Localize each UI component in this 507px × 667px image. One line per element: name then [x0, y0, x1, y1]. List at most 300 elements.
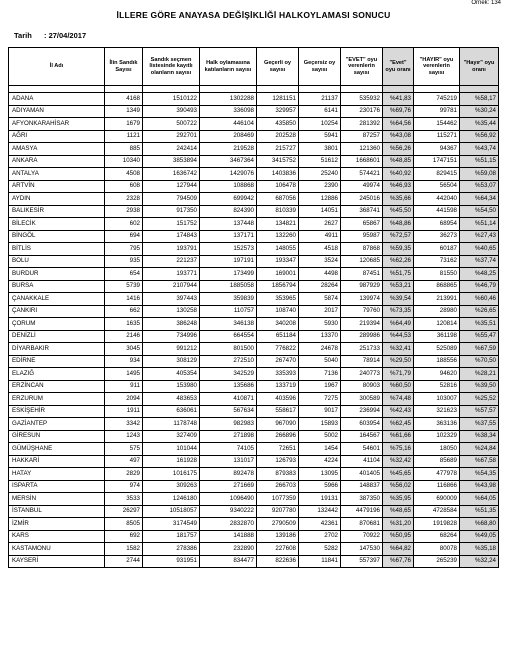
valid-votes-cell: 879383: [257, 468, 299, 481]
ballot-box-count-cell: 1911: [105, 405, 143, 418]
yes-rate-cell: %35,66: [383, 193, 414, 206]
ballot-box-count-cell: 2328: [105, 193, 143, 206]
province-name-cell: AMASYA: [9, 143, 105, 156]
no-votes-cell: 102329: [414, 430, 460, 443]
table-row: [9, 193, 499, 206]
yes-rate-cell: %56,02: [383, 480, 414, 493]
no-votes-cell: 116866: [414, 480, 460, 493]
participants-cell: 699942: [200, 193, 257, 206]
table-row: [9, 380, 499, 393]
registered-voters-cell: 161928: [143, 455, 200, 468]
table-row: [9, 330, 499, 343]
province-name-cell: HATAY: [9, 468, 105, 481]
yes-votes-cell: 147530: [341, 543, 383, 556]
registered-voters-cell: 636061: [143, 405, 200, 418]
valid-votes-cell: 266896: [257, 430, 299, 443]
registered-voters-cell: 794509: [143, 193, 200, 206]
valid-votes-cell: 215727: [257, 143, 299, 156]
no-votes-cell: 154462: [414, 118, 460, 131]
province-name-cell: HAKKARİ: [9, 455, 105, 468]
registered-voters-cell: 386248: [143, 318, 200, 331]
yes-votes-cell: 41104: [341, 455, 383, 468]
ballot-box-count-cell: 2744: [105, 555, 143, 568]
valid-votes-cell: 403596: [257, 393, 299, 406]
province-name-cell: DENİZLİ: [9, 330, 105, 343]
no-votes-cell: 1919828: [414, 518, 460, 531]
yes-votes-cell: 4479196: [341, 505, 383, 518]
yes-votes-cell: 557397: [341, 555, 383, 568]
invalid-votes-cell: 24678: [299, 343, 341, 356]
no-votes-cell: 1747151: [414, 155, 460, 168]
no-rate-cell: %43,98: [460, 480, 499, 493]
yes-votes-cell: 281392: [341, 118, 383, 131]
yes-rate-cell: %43,08: [383, 130, 414, 143]
province-name-cell: ANKARA: [9, 155, 105, 168]
yes-votes-cell: 120685: [341, 255, 383, 268]
ballot-box-count-cell: 692: [105, 530, 143, 543]
ballot-box-count-cell: 3045: [105, 343, 143, 356]
ballot-box-count-cell: 5739: [105, 280, 143, 293]
participants-cell: 982983: [200, 418, 257, 431]
ballot-box-count-cell: 2829: [105, 468, 143, 481]
no-votes-cell: 94620: [414, 368, 460, 381]
participants-cell: 131017: [200, 455, 257, 468]
valid-votes-cell: 72651: [257, 443, 299, 456]
valid-votes-cell: 1281151: [257, 93, 299, 106]
invalid-votes-cell: 5930: [299, 318, 341, 331]
yes-rate-cell: %56,26: [383, 143, 414, 156]
yes-votes-cell: 49974: [341, 180, 383, 193]
yes-rate-cell: %32,41: [383, 343, 414, 356]
ballot-box-count-cell: 795: [105, 243, 143, 256]
corner-note: Örnek: 134: [471, 0, 501, 6]
ballot-box-count-cell: 2094: [105, 393, 143, 406]
no-rate-cell: %67,58: [460, 455, 499, 468]
participants-cell: 197191: [200, 255, 257, 268]
participants-cell: 173499: [200, 268, 257, 281]
no-votes-cell: 68264: [414, 530, 460, 543]
table-row: [9, 393, 499, 406]
yes-votes-cell: 78914: [341, 355, 383, 368]
invalid-votes-cell: 3801: [299, 143, 341, 156]
yes-rate-cell: %60,50: [383, 380, 414, 393]
no-rate-cell: %43,74: [460, 143, 499, 156]
no-rate-cell: %54,50: [460, 205, 499, 218]
table-row: [9, 480, 499, 493]
registered-voters-cell: 193771: [143, 268, 200, 281]
yes-votes-cell: 87257: [341, 130, 383, 143]
table-row: [9, 105, 499, 118]
province-name-cell: ISPARTA: [9, 480, 105, 493]
participants-cell: 1096490: [200, 493, 257, 506]
registered-voters-cell: 1246180: [143, 493, 200, 506]
ballot-box-count-cell: 1635: [105, 318, 143, 331]
no-votes-cell: 73162: [414, 255, 460, 268]
participants-cell: 137171: [200, 230, 257, 243]
invalid-votes-cell: 12886: [299, 193, 341, 206]
ballot-box-count-cell: 4168: [105, 93, 143, 106]
yes-rate-cell: %72,57: [383, 230, 414, 243]
invalid-votes-cell: 13370: [299, 330, 341, 343]
ballot-box-count-cell: 1679: [105, 118, 143, 131]
no-votes-cell: 690009: [414, 493, 460, 506]
table-row: [9, 518, 499, 531]
no-votes-cell: 525089: [414, 343, 460, 356]
yes-votes-cell: 70922: [341, 530, 383, 543]
ballot-box-count-cell: 885: [105, 143, 143, 156]
yes-votes-cell: 300589: [341, 393, 383, 406]
province-name-cell: EDİRNE: [9, 355, 105, 368]
registered-voters-cell: 193791: [143, 243, 200, 256]
invalid-votes-cell: 21137: [299, 93, 341, 106]
yes-rate-cell: %48,86: [383, 218, 414, 231]
registered-voters-cell: 1510122: [143, 93, 200, 106]
no-rate-cell: %49,05: [460, 530, 499, 543]
yes-rate-cell: %61,66: [383, 430, 414, 443]
ballot-box-count-cell: 608: [105, 180, 143, 193]
province-name-cell: DİYARBAKIR: [9, 343, 105, 356]
valid-votes-cell: 1077359: [257, 493, 299, 506]
valid-votes-cell: 687056: [257, 193, 299, 206]
yes-votes-cell: 230176: [341, 105, 383, 118]
no-rate-cell: %64,05: [460, 493, 499, 506]
ballot-box-count-cell: 2938: [105, 205, 143, 218]
yes-rate-cell: %42,43: [383, 405, 414, 418]
province-name-cell: MERSİN: [9, 493, 105, 506]
province-name-cell: BİTLİS: [9, 243, 105, 256]
table-row: [9, 168, 499, 181]
yes-votes-cell: 87451: [341, 268, 383, 281]
no-rate-cell: %39,50: [460, 380, 499, 393]
valid-votes-cell: 335393: [257, 368, 299, 381]
province-name-cell: GÜMÜŞHANE: [9, 443, 105, 456]
invalid-votes-cell: 7136: [299, 368, 341, 381]
yes-votes-cell: 148837: [341, 480, 383, 493]
registered-voters-cell: 500722: [143, 118, 200, 131]
valid-votes-cell: 267470: [257, 355, 299, 368]
valid-votes-cell: 106478: [257, 180, 299, 193]
yes-rate-cell: %44,53: [383, 330, 414, 343]
no-votes-cell: 477978: [414, 468, 460, 481]
no-votes-cell: 265239: [414, 555, 460, 568]
yes-votes-cell: 240773: [341, 368, 383, 381]
no-votes-cell: 94367: [414, 143, 460, 156]
province-name-cell: BİLECİK: [9, 218, 105, 231]
participants-cell: 271898: [200, 430, 257, 443]
ballot-box-count-cell: 935: [105, 255, 143, 268]
no-votes-cell: 188556: [414, 355, 460, 368]
table-row: [9, 218, 499, 231]
col-header-participants: Halk oylamasına katılanların sayısı: [200, 48, 257, 86]
invalid-votes-cell: 4518: [299, 243, 341, 256]
yes-votes-cell: 219394: [341, 318, 383, 331]
invalid-votes-cell: 6141: [299, 105, 341, 118]
participants-cell: 3467364: [200, 155, 257, 168]
province-name-cell: ELAZIĞ: [9, 368, 105, 381]
participants-cell: 232890: [200, 543, 257, 556]
no-rate-cell: %25,52: [460, 393, 499, 406]
yes-rate-cell: %45,65: [383, 468, 414, 481]
yes-votes-cell: 251733: [341, 343, 383, 356]
table-row: [9, 543, 499, 556]
registered-voters-cell: 390493: [143, 105, 200, 118]
table-row: [9, 355, 499, 368]
valid-votes-cell: 9207780: [257, 505, 299, 518]
yes-votes-cell: 603954: [341, 418, 383, 431]
yes-rate-cell: %64,82: [383, 543, 414, 556]
yes-rate-cell: %53,21: [383, 280, 414, 293]
col-header-province: İl Adı: [9, 48, 105, 86]
participants-cell: 135686: [200, 380, 257, 393]
yes-votes-cell: 54601: [341, 443, 383, 456]
col-header-yes-rate: "Evet" oyu oranı: [383, 48, 414, 86]
ballot-box-count-cell: 3533: [105, 493, 143, 506]
registered-voters-cell: 483653: [143, 393, 200, 406]
date-line: [14, 31, 86, 40]
valid-votes-cell: 108740: [257, 305, 299, 318]
date-value: : 27/04/2017: [44, 31, 87, 40]
no-rate-cell: %59,08: [460, 168, 499, 181]
valid-votes-cell: 2790509: [257, 518, 299, 531]
yes-votes-cell: 236994: [341, 405, 383, 418]
table-row: [9, 293, 499, 306]
ballot-box-count-cell: 654: [105, 268, 143, 281]
invalid-votes-cell: 4498: [299, 268, 341, 281]
registered-voters-cell: 221237: [143, 255, 200, 268]
registered-voters-cell: 1178748: [143, 418, 200, 431]
table-row: [9, 118, 499, 131]
table-row: [9, 530, 499, 543]
invalid-votes-cell: 1967: [299, 380, 341, 393]
participants-cell: 567634: [200, 405, 257, 418]
yes-rate-cell: %62,45: [383, 418, 414, 431]
valid-votes-cell: 134821: [257, 218, 299, 231]
no-rate-cell: %37,55: [460, 418, 499, 431]
no-votes-cell: 28980: [414, 305, 460, 318]
registered-voters-cell: 242414: [143, 143, 200, 156]
no-rate-cell: %28,21: [460, 368, 499, 381]
province-name-cell: KASTAMONU: [9, 543, 105, 556]
valid-votes-cell: 651184: [257, 330, 299, 343]
table-row: [9, 143, 499, 156]
invalid-votes-cell: 25240: [299, 168, 341, 181]
registered-voters-cell: 397443: [143, 293, 200, 306]
invalid-votes-cell: 5040: [299, 355, 341, 368]
province-name-cell: AĞRI: [9, 130, 105, 143]
participants-cell: 208469: [200, 130, 257, 143]
registered-voters-cell: 327409: [143, 430, 200, 443]
invalid-votes-cell: 1454: [299, 443, 341, 456]
province-name-cell: AYDIN: [9, 193, 105, 206]
participants-cell: 342529: [200, 368, 257, 381]
valid-votes-cell: 329957: [257, 105, 299, 118]
valid-votes-cell: 810339: [257, 205, 299, 218]
yes-rate-cell: %35,95: [383, 493, 414, 506]
ballot-box-count-cell: 911: [105, 380, 143, 393]
valid-votes-cell: 353965: [257, 293, 299, 306]
table-row: [9, 243, 499, 256]
participants-cell: 1885058: [200, 280, 257, 293]
yes-rate-cell: %50,95: [383, 530, 414, 543]
invalid-votes-cell: 10254: [299, 118, 341, 131]
invalid-votes-cell: 28264: [299, 280, 341, 293]
col-header-ballot-box-count: İlin Sandık Sayısı: [105, 48, 143, 86]
province-name-cell: GAZİANTEP: [9, 418, 105, 431]
valid-votes-cell: 139186: [257, 530, 299, 543]
valid-votes-cell: 340208: [257, 318, 299, 331]
registered-voters-cell: 151752: [143, 218, 200, 231]
province-name-cell: İSTANBUL: [9, 505, 105, 518]
valid-votes-cell: 266703: [257, 480, 299, 493]
valid-votes-cell: 3415752: [257, 155, 299, 168]
spacer-row: [9, 86, 499, 93]
ballot-box-count-cell: 10340: [105, 155, 143, 168]
no-votes-cell: 81550: [414, 268, 460, 281]
registered-voters-cell: 3853894: [143, 155, 200, 168]
registered-voters-cell: 1016175: [143, 468, 200, 481]
province-name-cell: ADIYAMAN: [9, 105, 105, 118]
valid-votes-cell: 132260: [257, 230, 299, 243]
table-row: [9, 468, 499, 481]
invalid-votes-cell: 3524: [299, 255, 341, 268]
province-name-cell: BİNGÖL: [9, 230, 105, 243]
col-header-valid-votes: Geçerli oy sayısı: [257, 48, 299, 86]
participants-cell: 892478: [200, 468, 257, 481]
invalid-votes-cell: 13095: [299, 468, 341, 481]
yes-votes-cell: 79760: [341, 305, 383, 318]
table-row: [9, 443, 499, 456]
participants-cell: 108868: [200, 180, 257, 193]
no-votes-cell: 321623: [414, 405, 460, 418]
registered-voters-cell: 1636742: [143, 168, 200, 181]
participants-cell: 664554: [200, 330, 257, 343]
no-rate-cell: %68,80: [460, 518, 499, 531]
valid-votes-cell: 776822: [257, 343, 299, 356]
yes-votes-cell: 139974: [341, 293, 383, 306]
col-header-registered-voters: Sandık seçmen listesinde kayıtlı olanların sayısı: [143, 48, 200, 86]
yes-rate-cell: %73,35: [383, 305, 414, 318]
date-label: Tarih: [14, 31, 32, 40]
table-row: [9, 368, 499, 381]
ballot-box-count-cell: 2146: [105, 330, 143, 343]
no-rate-cell: %64,34: [460, 193, 499, 206]
no-rate-cell: %26,65: [460, 305, 499, 318]
ballot-box-count-cell: 1243: [105, 430, 143, 443]
table-row: [9, 280, 499, 293]
no-rate-cell: %54,35: [460, 468, 499, 481]
ballot-box-count-cell: 4508: [105, 168, 143, 181]
table-row: [9, 430, 499, 443]
participants-cell: 74105: [200, 443, 257, 456]
registered-voters-cell: 309263: [143, 480, 200, 493]
ballot-box-count-cell: 3342: [105, 418, 143, 431]
province-name-cell: BOLU: [9, 255, 105, 268]
ballot-box-count-cell: 1416: [105, 293, 143, 306]
valid-votes-cell: 193347: [257, 255, 299, 268]
yes-rate-cell: %74,48: [383, 393, 414, 406]
no-rate-cell: %40,65: [460, 243, 499, 256]
no-votes-cell: 68954: [414, 218, 460, 231]
registered-voters-cell: 2107944: [143, 280, 200, 293]
yes-rate-cell: %71,79: [383, 368, 414, 381]
ballot-box-count-cell: 662: [105, 305, 143, 318]
participants-cell: 801500: [200, 343, 257, 356]
col-header-invalid-votes: Geçersiz oy sayısı: [299, 48, 341, 86]
yes-votes-cell: 1668601: [341, 155, 383, 168]
results-table: [8, 47, 499, 568]
participants-cell: 834477: [200, 555, 257, 568]
yes-rate-cell: %59,35: [383, 243, 414, 256]
yes-rate-cell: %75,16: [383, 443, 414, 456]
province-name-cell: ARTVİN: [9, 180, 105, 193]
yes-votes-cell: 387350: [341, 493, 383, 506]
no-votes-cell: 52816: [414, 380, 460, 393]
registered-voters-cell: 292701: [143, 130, 200, 143]
province-name-cell: KAYSERİ: [9, 555, 105, 568]
registered-voters-cell: 130258: [143, 305, 200, 318]
invalid-votes-cell: 5941: [299, 130, 341, 143]
no-votes-cell: 60187: [414, 243, 460, 256]
province-name-cell: AFYONKARAHİSAR: [9, 118, 105, 131]
participants-cell: 110757: [200, 305, 257, 318]
valid-votes-cell: 126793: [257, 455, 299, 468]
ballot-box-count-cell: 1495: [105, 368, 143, 381]
yes-rate-cell: %48,85: [383, 155, 414, 168]
no-votes-cell: 361198: [414, 330, 460, 343]
registered-voters-cell: 734996: [143, 330, 200, 343]
valid-votes-cell: 202528: [257, 130, 299, 143]
no-rate-cell: %53,07: [460, 180, 499, 193]
yes-rate-cell: %39,54: [383, 293, 414, 306]
invalid-votes-cell: 5282: [299, 543, 341, 556]
participants-cell: 359839: [200, 293, 257, 306]
table-row: [9, 155, 499, 168]
no-votes-cell: 80078: [414, 543, 460, 556]
table-row: [9, 318, 499, 331]
no-rate-cell: %55,47: [460, 330, 499, 343]
participants-cell: 2832870: [200, 518, 257, 531]
province-name-cell: ÇANAKKALE: [9, 293, 105, 306]
table-row: [9, 455, 499, 468]
yes-rate-cell: %48,65: [383, 505, 414, 518]
table-row: [9, 93, 499, 106]
yes-rate-cell: %64,56: [383, 118, 414, 131]
no-votes-cell: 103007: [414, 393, 460, 406]
no-rate-cell: %32,24: [460, 555, 499, 568]
yes-votes-cell: 535932: [341, 93, 383, 106]
header-row: [9, 48, 499, 86]
table-row: [9, 130, 499, 143]
valid-votes-cell: 227608: [257, 543, 299, 556]
no-votes-cell: 120814: [414, 318, 460, 331]
ballot-box-count-cell: 974: [105, 480, 143, 493]
valid-votes-cell: 967090: [257, 418, 299, 431]
yes-votes-cell: 87868: [341, 243, 383, 256]
valid-votes-cell: 435850: [257, 118, 299, 131]
participants-cell: 219528: [200, 143, 257, 156]
registered-voters-cell: 153980: [143, 380, 200, 393]
yes-votes-cell: 870681: [341, 518, 383, 531]
province-name-cell: ÇORUM: [9, 318, 105, 331]
no-votes-cell: 56504: [414, 180, 460, 193]
no-rate-cell: %67,59: [460, 343, 499, 356]
no-votes-cell: 829415: [414, 168, 460, 181]
yes-votes-cell: 574421: [341, 168, 383, 181]
no-rate-cell: %46,79: [460, 280, 499, 293]
participants-cell: 141888: [200, 530, 257, 543]
valid-votes-cell: 169001: [257, 268, 299, 281]
ballot-box-count-cell: 575: [105, 443, 143, 456]
